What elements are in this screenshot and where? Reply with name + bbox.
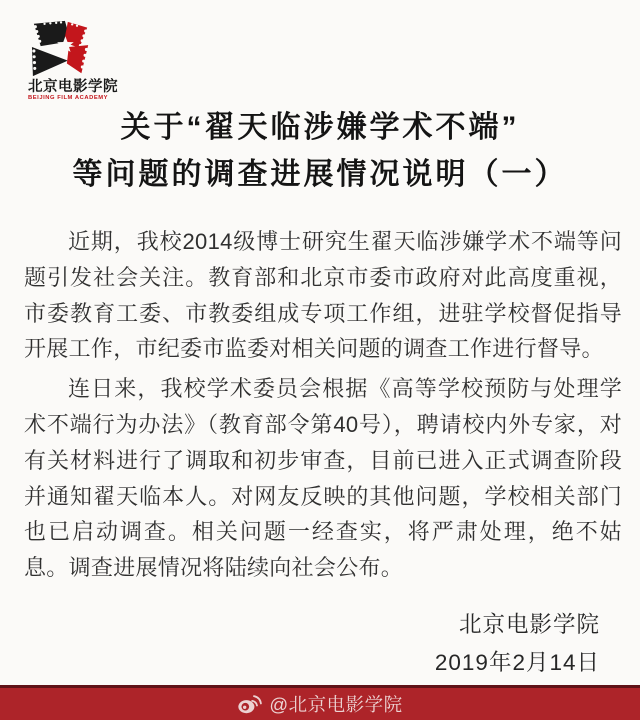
logo-en-text: BEIJING FILM ACADEMY: [28, 95, 109, 101]
page-title: [0, 104, 640, 198]
title-line-2: 等问题的调查进展情况说明（一）: [72, 158, 568, 191]
weibo-handle: @北京电影学院: [269, 694, 403, 715]
statement-paragraph-1: 近期，我校2014级博士研究生翟天临涉嫌学术不端等问题引发社会关注。教育部和北京市委市政府对此高度重视，市委教育工委、市教委组成专项工作组，进驻学校督促指导开展工作，市纪委市监委对相关问题的调查工作进行督导。: [24, 229, 622, 362]
signature-date: 2019年2月14日: [434, 650, 600, 675]
logo-cn-text: 北京电影学院: [28, 79, 118, 95]
statement-body: [24, 224, 622, 586]
bfa-logo: [28, 20, 124, 102]
weibo-watermark-bar: [0, 685, 640, 720]
title-line-1: 关于“翟天临涉嫌学术不端”: [120, 111, 520, 144]
statement-paragraph-2: 连日来，我校学术委员会根据《高等学校预防与处理学术不端行为办法》（教育部令第40号），聘请校内外专家，对有关材料进行了调取和初步审查，目前已进入正式调查阶段并通知翟天临本人。对网友反映的其他问题，学校相关部门也已启动调查。相关问题一经查实，将严肃处理，绝不姑息。调查进展情况将陆续向社会公布。: [24, 376, 622, 581]
weibo-icon: [237, 693, 262, 715]
signature-org: 北京电影学院: [458, 612, 600, 637]
signature-block: [435, 606, 600, 682]
bfa-film-star-icon: [30, 20, 94, 78]
